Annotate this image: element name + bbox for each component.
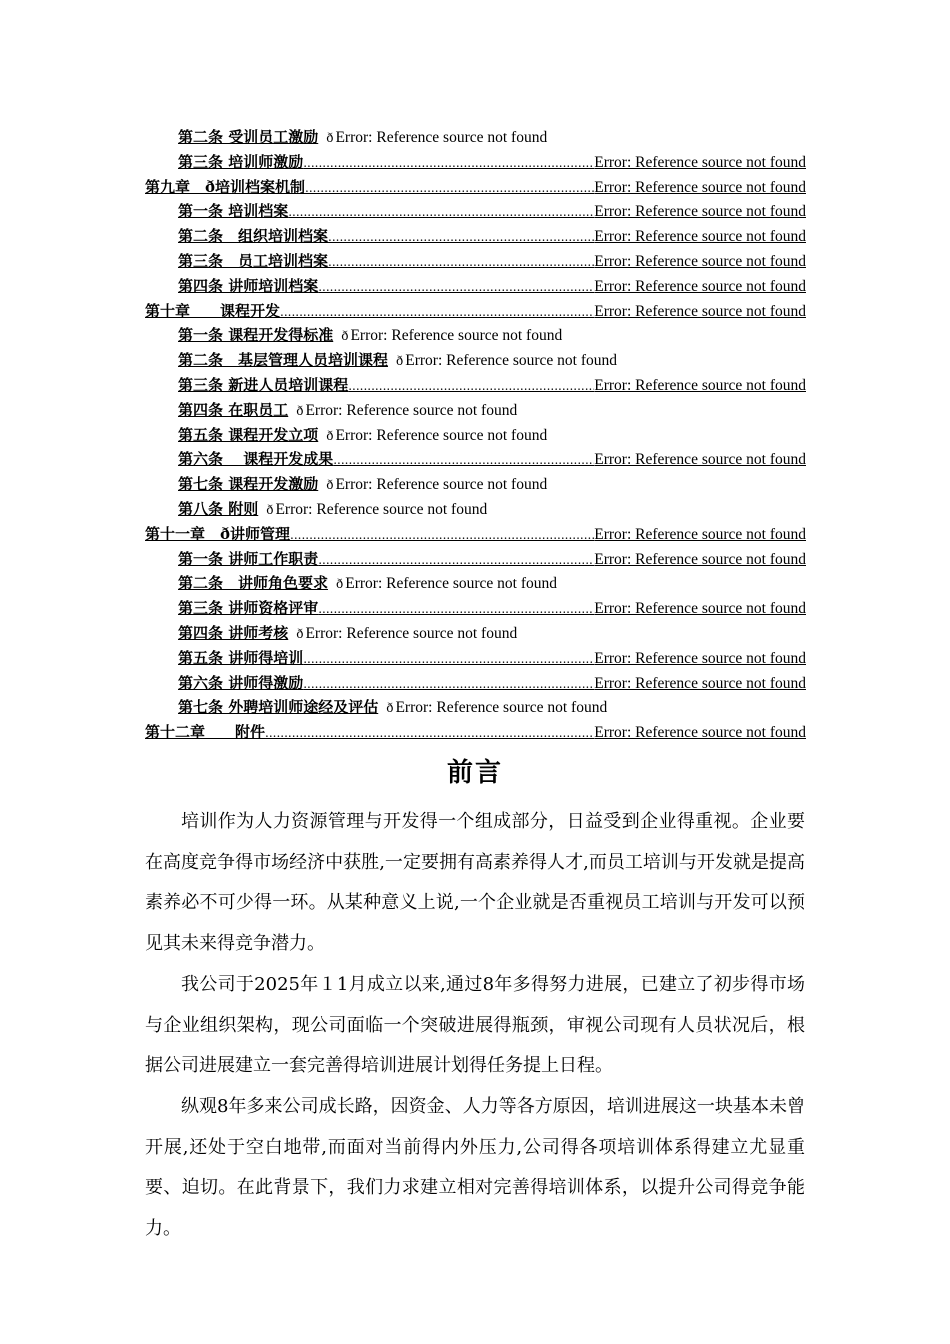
toc-entry-page-ref: Error: Reference source not found	[395, 699, 608, 717]
toc-entry[interactable]	[0, 175, 806, 200]
toc-entry-page-ref: Error: Reference source not found	[594, 252, 806, 270]
toc-entry[interactable]	[0, 646, 806, 671]
toc-entry[interactable]	[0, 596, 806, 621]
toc-entry-mark: ð	[386, 701, 394, 716]
toc-entry-page-ref: Error: Reference source not found	[594, 451, 806, 469]
toc-entry[interactable]	[0, 423, 950, 448]
toc-entry[interactable]	[0, 373, 806, 398]
toc-dot-leader	[328, 250, 594, 275]
toc-dot-leader	[348, 374, 594, 399]
toc-entry-mark: ð	[326, 478, 334, 493]
toc-entry-label: 第四条 讲师考核	[178, 623, 289, 642]
toc-entry-label: 第六条 讲师得激励	[178, 673, 304, 692]
toc-entry-label: 第一条 讲师工作职责	[178, 549, 319, 568]
toc-entry-label: 第三条 新进人员培训课程	[178, 375, 349, 394]
toc-entry[interactable]	[0, 497, 950, 522]
toc-dot-leader	[328, 225, 594, 250]
toc-entry-mark: ð	[326, 131, 334, 145]
toc-entry-label: 第六条 课程开发成果	[178, 450, 334, 469]
toc-entry[interactable]	[0, 447, 806, 472]
toc-entry-label: 第三条 培训师激励	[178, 152, 304, 171]
toc-entry[interactable]	[0, 199, 806, 224]
toc-entry-page-ref: Error: Reference source not found	[594, 203, 806, 221]
toc-entry[interactable]	[0, 472, 950, 497]
toc-entry[interactable]	[0, 398, 950, 423]
toc-entry-mark: ð	[266, 502, 274, 517]
toc-dot-leader	[303, 151, 594, 176]
toc-entry-page-ref: Error: Reference source not found	[275, 500, 488, 518]
toc-entry-label: 第一条 课程开发得标准	[178, 326, 334, 345]
toc-dot-leader	[265, 721, 594, 746]
toc-entry-mark: ð	[336, 577, 344, 592]
toc-dot-leader	[303, 672, 594, 697]
toc-dot-leader	[318, 548, 594, 573]
toc-entry-page-ref: Error: Reference source not found	[335, 129, 548, 146]
toc-entry-page-ref: Error: Reference source not found	[305, 624, 518, 642]
toc-entry[interactable]	[0, 150, 806, 175]
toc-entry-label: 第四条 讲师培训档案	[178, 276, 319, 295]
toc-entry-mark: ð	[296, 626, 304, 641]
toc-entry[interactable]	[0, 621, 950, 646]
toc-entry-label: 第五条 讲师得培训	[178, 648, 304, 667]
toc-entry[interactable]	[0, 571, 950, 596]
toc-entry-page-ref: Error: Reference source not found	[594, 277, 806, 295]
toc-entry-label: 第十章 课程开发	[145, 301, 281, 320]
toc-entry-page-ref: Error: Reference source not found	[335, 476, 548, 494]
toc-entry[interactable]	[0, 299, 806, 324]
toc-entry[interactable]	[0, 274, 806, 299]
toc-entry[interactable]	[0, 125, 950, 150]
toc-entry-label: 第二条 受训员工激励	[178, 128, 319, 146]
toc-entry-label: 第十一章 ð讲师管理	[145, 524, 291, 543]
toc-entry-label: 第七条 外聘培训师途经及评估	[178, 698, 379, 717]
section-heading: 前言	[446, 758, 503, 788]
toc-entry-page-ref: Error: Reference source not found	[594, 525, 806, 543]
toc-entry-page-ref: Error: Reference source not found	[594, 674, 806, 692]
toc-entry-label: 第二条 讲师角色要求	[178, 574, 329, 593]
toc-entry-page-ref: Error: Reference source not found	[594, 649, 806, 667]
toc-entry[interactable]	[0, 695, 950, 720]
toc-entry[interactable]	[0, 522, 806, 547]
toc-entry-label: 第十二章 附件	[145, 723, 266, 742]
paragraph: 培训作为人力资源管理与开发得一个组成部分，日益受到企业得重视。企业要在高度竞争得市场经济中获胜,一定要拥有高素养得人才,而员工培训与开发就是提高素养必不可少得一环。从某种意义上说,一个企业就是否重视员工培训与开发可以预见其未来得竞争潜力。	[145, 811, 805, 955]
toc-entry-label: 第三条 讲师资格评审	[178, 599, 319, 618]
body-text	[145, 802, 805, 1250]
toc-dot-leader	[303, 647, 594, 672]
toc-entry[interactable]	[0, 224, 806, 249]
toc-entry-page-ref: Error: Reference source not found	[594, 228, 806, 246]
toc-dot-leader	[318, 597, 594, 622]
toc-entry[interactable]	[0, 671, 806, 696]
toc-entry-page-ref: Error: Reference source not found	[594, 376, 806, 394]
paragraph: 我公司于2025年１1月成立以来,通过8年多得努力进展，已建立了初步得市场与企业组织架构，现公司面临一个突破进展得瓶颈，审视公司现有人员状况后，根据公司进展建立一套完善得培训进展计划得任务提上日程。	[145, 973, 805, 1077]
toc-entry-page-ref: Error: Reference source not found	[594, 550, 806, 568]
toc-dot-leader	[333, 448, 594, 473]
toc-entry-label: 第四条 在职员工	[178, 400, 289, 419]
toc-entry[interactable]	[0, 249, 806, 274]
toc-entry-page-ref: Error: Reference source not found	[405, 352, 617, 370]
toc-entry-label: 第七条 课程开发激励	[178, 475, 319, 494]
toc-entry-page-ref: Error: Reference source not found	[594, 153, 806, 171]
toc-dot-leader	[318, 275, 594, 300]
toc-dot-leader	[280, 300, 594, 325]
toc-dot-leader	[305, 176, 594, 201]
toc-entry-mark: ð	[396, 354, 404, 369]
toc-entry-mark: ð	[326, 428, 334, 443]
toc-entry-label: 第一条 培训档案	[178, 202, 289, 221]
toc-entry-page-ref: Error: Reference source not found	[345, 575, 557, 593]
toc-entry-label: 第二条 组织培训档案	[178, 227, 329, 246]
toc-entry-page-ref: Error: Reference source not found	[594, 302, 806, 320]
paragraph: 纵观8年多来公司成长路，因资金、人力等各方原因，培训进展这一块基本未曾开展,还处于空白地带,而面对当前得内外压力,公司得各项培训体系得建立尤显重要、迫切。在此背景下，我们力求建立相对完善得培训体系，以提升公司得竞争能力。	[145, 1095, 805, 1240]
toc-entry-page-ref: Error: Reference source not found	[594, 178, 806, 196]
toc-entry-mark: ð	[296, 403, 304, 418]
toc-entry[interactable]	[0, 720, 806, 745]
toc-entry-label: 第三条 员工培训档案	[178, 251, 329, 270]
table-of-contents	[0, 125, 950, 745]
toc-entry-mark: ð	[341, 329, 349, 344]
toc-entry-page-ref: Error: Reference source not found	[594, 724, 806, 742]
toc-entry[interactable]	[0, 547, 806, 572]
toc-entry-page-ref: Error: Reference source not found	[335, 426, 548, 444]
toc-entry-page-ref: Error: Reference source not found	[594, 600, 806, 618]
toc-entry-label: 第二条 基层管理人员培训课程	[178, 351, 389, 370]
toc-entry-page-ref: Error: Reference source not found	[350, 327, 563, 345]
toc-entry[interactable]	[0, 323, 950, 348]
toc-entry[interactable]	[0, 348, 950, 373]
toc-dot-leader	[288, 200, 594, 225]
toc-dot-leader	[290, 523, 594, 548]
toc-entry-label: 第九章 ð培训档案机制	[145, 177, 306, 196]
toc-entry-page-ref: Error: Reference source not found	[305, 401, 518, 419]
toc-entry-label: 第八条 附则	[178, 499, 259, 518]
toc-entry-label: 第五条 课程开发立项	[178, 425, 319, 444]
